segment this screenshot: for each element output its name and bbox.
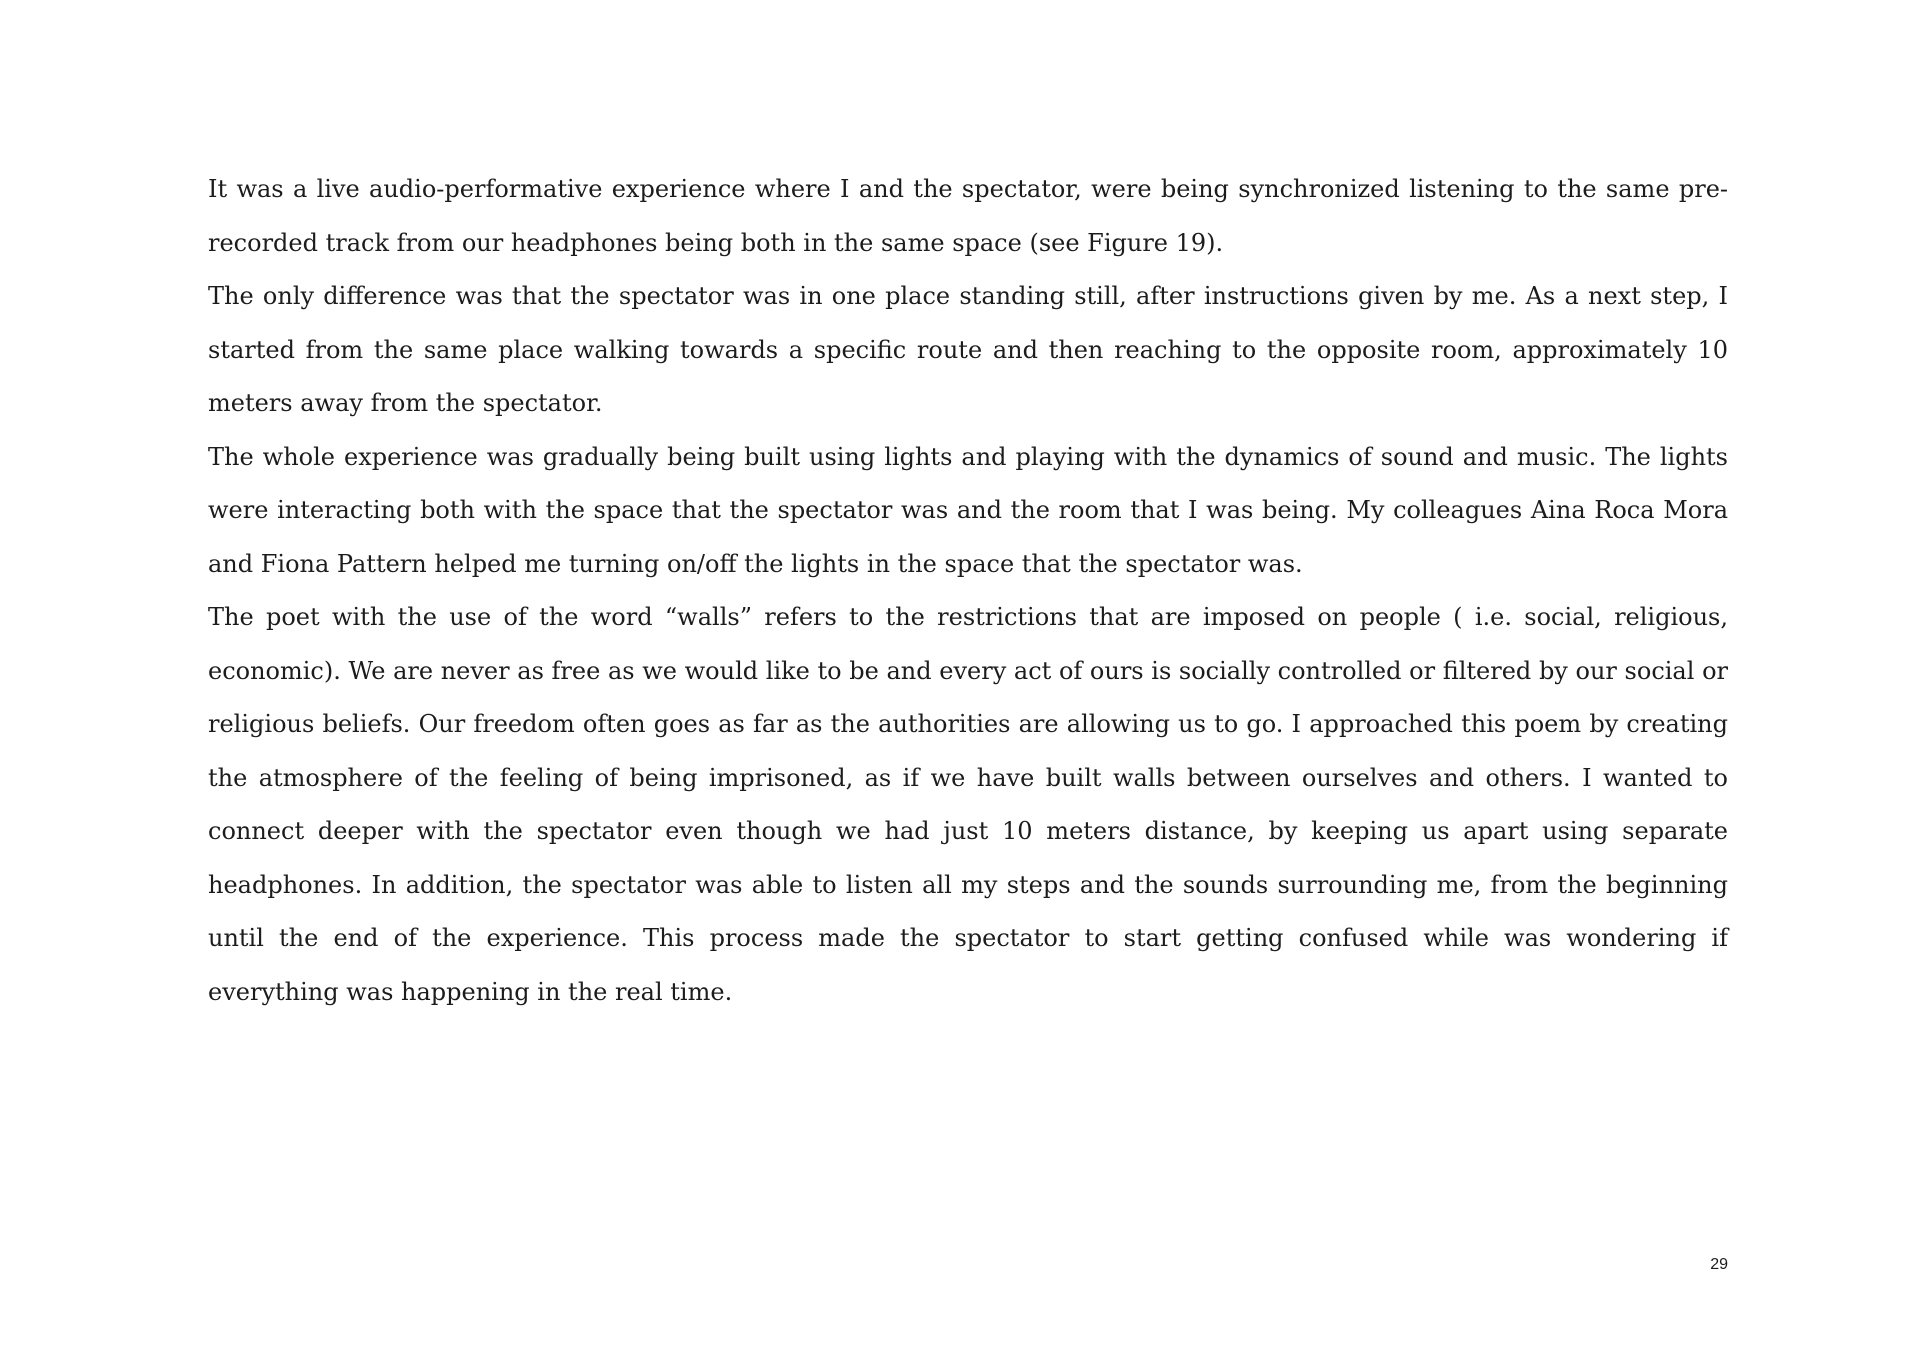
page-number: 29	[1710, 1256, 1728, 1273]
paragraph: The poet with the use of the word “walls” refers to the restrictions that are imposed on people ( i.e. social, religious, economic). We are never as free as we would like to be and every act of ours is socially controlled or filtered by our social or religious beliefs. Our freedom often goes as far as the authorities are allowing us to go. I approached this poem by creating the atmosphere of the feeling of being imprisoned, as if we have built walls between ourselves and others. I wanted to connect deeper with the spectator even though we had just 10 meters distance, by keeping us apart using separate headphones. In addition, the spectator was able to listen all my steps and the sounds surrounding me, from the beginning until the end of the experience. This process made the spectator to start getting confused while was wondering if everything was happening in the real time.	[208, 603, 1728, 1006]
paragraph: The only difference was that the spectator was in one place standing still, after instructions given by me. As a next step, I started from the same place walking towards a specific route and then reaching to the opposite room, approximately 10 meters away from the spectator.	[208, 282, 1728, 417]
paragraph: It was a live audio-performative experience where I and the spectator, were being synchronized listening to the same pre-recorded track from our headphones being both in the same space (see Figure 19).	[208, 175, 1728, 257]
body-text	[208, 163, 1728, 1019]
paragraph: The whole experience was gradually being built using lights and playing with the dynamics of sound and music. The lights were interacting both with the space that the spectator was and the room that I was being. My colleagues Aina Roca Mora and Fiona Pattern helped me turning on/off the lights in the space that the spectator was.	[208, 442, 1728, 578]
